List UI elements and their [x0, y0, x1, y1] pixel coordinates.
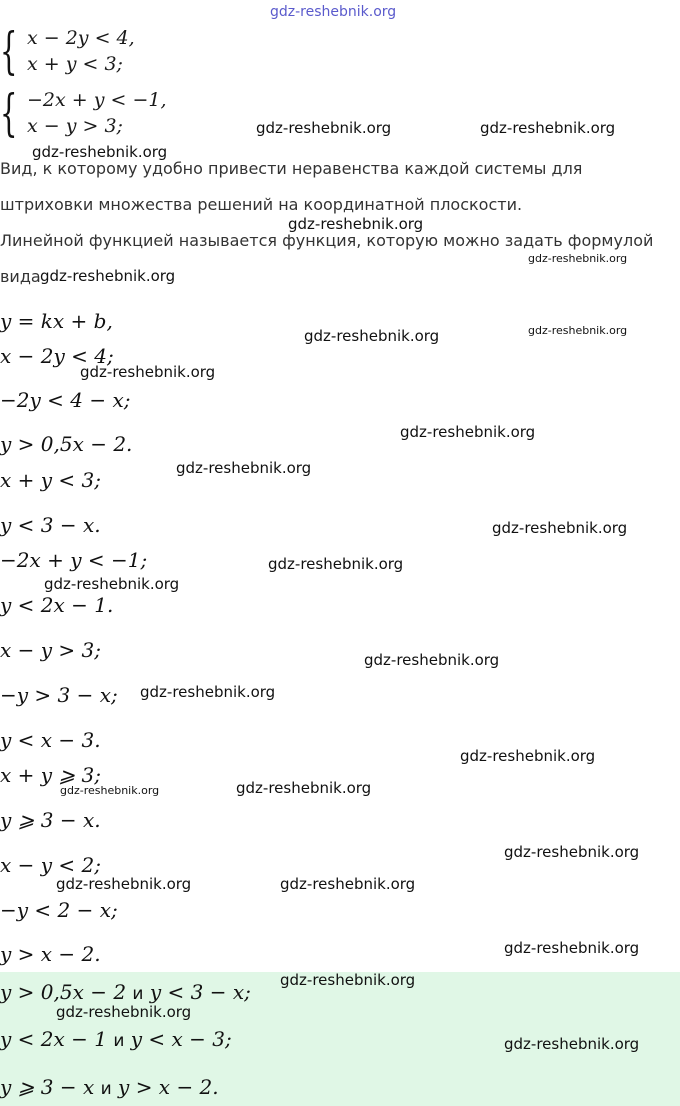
formula: x + y ⩾ 3; [0, 763, 101, 787]
watermark: gdz-reshebnik.org [56, 875, 192, 893]
watermark: gdz-reshebnik.org [280, 971, 416, 989]
formula: y < x − 3. [0, 728, 101, 752]
watermark: gdz-reshebnik.org [176, 459, 312, 477]
conjunction: и [100, 1079, 112, 1099]
formula: y < 2x − 1. [0, 593, 114, 617]
paragraph-1: Вид, к которому удобно привести неравенства каждой системы для [0, 159, 583, 178]
watermark: gdz-reshebnik.org [44, 575, 180, 593]
conjunction: и [113, 1031, 125, 1051]
left-brace: { [0, 22, 18, 80]
system-1 [0, 24, 200, 80]
answer-part: y < 2x − 1 [0, 1027, 107, 1051]
system-line: x + y < 3; [27, 53, 123, 75]
watermark: gdz-reshebnik.org [56, 1003, 192, 1021]
formula: y > 0,5x − 2. [0, 432, 133, 456]
watermark: gdz-reshebnik.org [60, 784, 160, 797]
paragraph-4: вида [0, 267, 41, 286]
watermark: gdz-reshebnik.org [528, 252, 628, 265]
watermark: gdz-reshebnik.org [236, 779, 372, 797]
left-brace: { [0, 84, 18, 142]
paragraph-3: Линейной функцией называется функция, которую можно задать формулой [0, 231, 654, 250]
formula: −y > 3 − x; [0, 683, 118, 707]
watermark: gdz-reshebnik.org [460, 747, 596, 765]
watermark: gdz-reshebnik.org [140, 683, 276, 701]
system-line: x − y > 3; [27, 115, 123, 137]
formula: x − 2y < 4; [0, 344, 114, 368]
watermark: gdz-reshebnik.org [364, 651, 500, 669]
watermark: gdz-reshebnik.org [256, 119, 392, 137]
answer-line-2 [0, 1027, 232, 1053]
formula: y < 3 − x. [0, 513, 101, 537]
watermark: gdz-reshebnik.org [492, 519, 628, 537]
conjunction: и [132, 984, 144, 1004]
paragraph-2: штриховки множества решений на координатной плоскости. [0, 195, 523, 214]
answer-part: y < x − 3; [130, 1027, 232, 1051]
system-line: x − 2y < 4, [27, 27, 135, 49]
answer-line-3 [0, 1075, 219, 1101]
watermark: gdz-reshebnik.org [80, 363, 216, 381]
formula: x − y < 2; [0, 853, 101, 877]
watermark: gdz-reshebnik.org [40, 267, 176, 285]
watermark: gdz-reshebnik.org [32, 143, 168, 161]
formula: −2x + y < −1; [0, 548, 148, 572]
formula: y > x − 2. [0, 942, 101, 966]
formula: x + y < 3; [0, 468, 101, 492]
watermark: gdz-reshebnik.org [528, 324, 628, 337]
watermark: gdz-reshebnik.org [304, 327, 440, 345]
watermark: gdz-reshebnik.org [504, 939, 640, 957]
system-2 [0, 86, 200, 142]
system-line: −2x + y < −1, [27, 89, 167, 111]
watermark: gdz-reshebnik.org [288, 215, 424, 233]
watermark-top: gdz-reshebnik.org [270, 4, 397, 20]
watermark: gdz-reshebnik.org [504, 843, 640, 861]
watermark: gdz-reshebnik.org [504, 1035, 640, 1053]
formula: −y < 2 − x; [0, 898, 118, 922]
watermark: gdz-reshebnik.org [280, 875, 416, 893]
answer-part: y < 3 − x; [149, 980, 251, 1004]
answer-part: y > 0,5x − 2 [0, 980, 127, 1004]
answer-part: y > x − 2. [118, 1075, 219, 1099]
watermark: gdz-reshebnik.org [400, 423, 536, 441]
watermark: gdz-reshebnik.org [480, 119, 616, 137]
answer-part: y ⩾ 3 − x [0, 1075, 95, 1099]
formula: x − y > 3; [0, 638, 101, 662]
watermark: gdz-reshebnik.org [268, 555, 404, 573]
formula: −2y < 4 − x; [0, 388, 131, 412]
formula: y = kx + b, [0, 309, 113, 333]
formula: y ⩾ 3 − x. [0, 808, 101, 832]
